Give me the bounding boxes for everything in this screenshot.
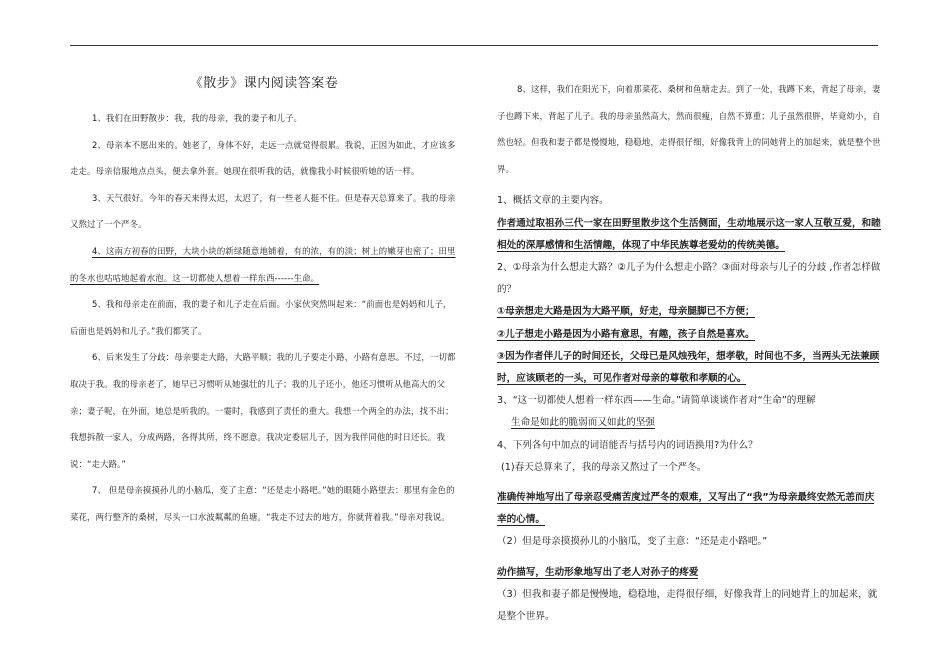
page-title: 《散步》课内阅读答案卷 bbox=[189, 76, 339, 91]
question-2: 2、①母亲为什么想走大路？②儿子为什么想走小路？③面对母亲与儿子的分歧 ,作者怎样做的？ bbox=[497, 261, 881, 296]
question-4: 4、下列各句中加点的词语能否与括号内的词语换用?为什么？ bbox=[497, 439, 758, 451]
answer-3-text: 生命是如此的脆弱而又如此的坚强 bbox=[511, 417, 655, 429]
question-1: 1、概括文章的主要内容。 bbox=[497, 195, 609, 207]
answer-4-1 bbox=[497, 487, 882, 531]
left-column bbox=[70, 60, 458, 531]
answer-2-3 bbox=[497, 346, 882, 390]
question-4-2: （2）但是母亲摸摸孙儿的小脑瓜，变了主意：“还是走小路吧。” bbox=[497, 536, 768, 548]
question-4-1: (1)春天总算来了，我的母亲又熬过了一个严冬。 bbox=[501, 461, 707, 473]
paragraph-2: 2、母亲本不愿出来的。她老了，身体不好，走远一点就觉得很累。我说，正因为如此，才应该多走走。母亲信服地点点头，便去拿外套。她现在很听我的话，就像我小时候很听她的话一样。 bbox=[70, 139, 456, 177]
answer-4-2-text: 动作描写，生动形象地写出了老人对孙子的疼爱 bbox=[497, 566, 699, 578]
paragraph-6: 6、后来发生了分歧：母亲要走大路，大路平顺；我的儿子要走小路，小路有意思。不过，一切都取决于我。我的母亲老了，她早已习惯听从她强壮的儿子；我的儿子还小，他还习惯听从他高大的父亲；妻子呢，在外面，她总是听我的。一霎时，我感到了责任的重大。我想一个两全的办法，找不出；我想拆散一家人，分成两路，各得其所，终不愿意。我决定委屈儿子，因为我伴同他的时日还长。我说：“走大路。” bbox=[70, 352, 456, 469]
header-rule bbox=[70, 45, 878, 46]
answer-1 bbox=[497, 213, 882, 257]
answer-2-2 bbox=[497, 324, 882, 346]
paragraph-7: 7、 但是母亲摸摸孙儿的小脑瓜，变了主意：“还是走小路吧。”她的眼随小路望去：那里有金色的菜花，两行整齐的桑树，尽头一口水波粼粼的鱼塘。“我走不过去的地方，你就背着我。”母亲对我说。 bbox=[70, 485, 455, 522]
paragraph-5: 5、我和母亲走在前面，我的妻子和儿子走在后面。小家伙突然叫起来：“前面也是妈妈和儿子，后面也是妈妈和儿子。”我们都笑了。 bbox=[70, 299, 452, 336]
question-3: 3、“这一切都使人想着一样东西——生命。”请简单谈谈作者对“生命”的理解 bbox=[497, 395, 816, 407]
paragraph-1: 1、我们在田野散步：我，我的母亲，我的妻子和儿子。 bbox=[92, 113, 303, 123]
paragraph-8: 8、这样，我们在阳光下，向着那菜花、桑树和鱼塘走去。到了一处，我蹲下来，背起了母亲，妻子也蹲下来，背起了儿子。我的母亲虽然高大，然而很瘦，自然不算重；儿子虽然很胖，毕竟幼小，自然也轻。但我和妻子都是慢慢地，稳稳地，走得很仔细，好像我背上的同她背上的加起来，就是整个世界。 bbox=[497, 84, 881, 174]
answer-4-1-text: 准确传神地写出了母亲忍受痛苦度过严冬的艰难，又写出了“我”为母亲最终安然无恙而庆幸的心情。 bbox=[497, 492, 875, 526]
answer-3 bbox=[497, 412, 882, 434]
answer-4-2 bbox=[497, 562, 882, 584]
paragraph-3: 3、天气很好。今年的春天来得太迟，太迟了，有一些老人挺不住。但是春天总算来了。我的母亲又熬过了一个严冬。 bbox=[70, 192, 456, 230]
question-4-3: （3）但我和妻子都是慢慢地，稳稳地，走得很仔细，好像我背上的同她背上的加起来，就是整个世界。 bbox=[497, 588, 878, 623]
paragraph-4: 4、这南方初春的田野，大块小块的新绿随意地铺着，有的浓，有的淡；树上的嫩芽也密了；田里的冬水也咕咕地起着水泡。这一切都使人想着一样东西------生命。 bbox=[70, 245, 456, 283]
answer-2-1-text: ①母亲想走大路是因为大路平顺，好走，母亲腿脚已不方便； bbox=[497, 306, 755, 318]
answer-1-text: 作者通过取祖孙三代一家在田野里散步这个生活侧面，生动地展示这一家人互敬互爱，和睦相处的深厚感情和生活情趣，体现了中华民族尊老爱幼的传统美德。 bbox=[497, 217, 881, 251]
answer-2-2-text: ②儿子想走小路是因为小路有意思，有趣，孩子自然是喜欢。 bbox=[497, 328, 755, 340]
right-column bbox=[497, 76, 882, 628]
answer-2-1 bbox=[497, 301, 882, 323]
answer-2-3-text: ③因为作者伴儿子的时间还长，父母已是风烛残年，想孝敬，时间也不多，当两头无法兼顾时，应该顾老的一头，可见作者对母亲的尊敬和孝顺的心。 bbox=[497, 350, 880, 384]
